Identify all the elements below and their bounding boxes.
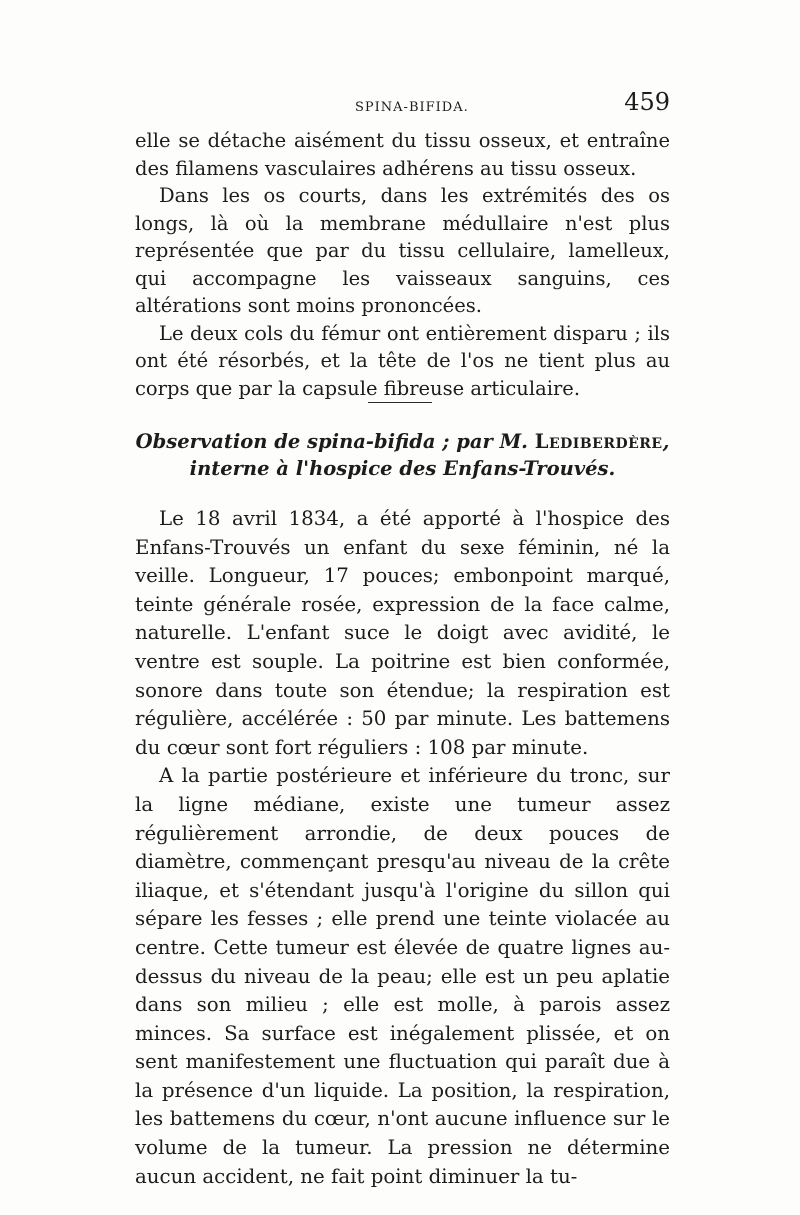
page-number: 459 [624, 88, 670, 116]
paragraph: Le deux cols du fémur ont entièrement disparu ; ils ont été résorbés, et la tête de l'os ne tient plus au corps que par la capsule fibreuse articulaire. [135, 321, 670, 400]
paragraph: Dans les os courts, dans les extrémités des os longs, là où la membrane médullaire n'est plus représentée que par du tissu cellulaire, lamelleux, qui accompagne les vaisseaux sanguins, ces altérations sont moins prononcées. [135, 184, 670, 317]
paragraph: Le 18 avril 1834, a été apporté à l'hospice des Enfans-Trouvés un enfant du sexe féminin, né la veille. Longueur, 17 pouces; embonpoint marqué, teinte générale rosée, expression de la face calme, naturelle. L'enfant suce le doigt avec avidité, le ventre est souple. La poitrine est bien conformée, sonore dans toute son étendue; la respiration est régulière, accélérée : 50 par minute. Les battemens du cœur sont fort réguliers : 108 par minute. [135, 507, 670, 759]
text-block-observation [135, 505, 670, 1191]
section-divider [368, 402, 432, 403]
observation-title-line2: interne à l'hospice des Enfans-Trouvés. [189, 457, 616, 480]
running-head [135, 88, 670, 122]
observation-title-line1: Observation de spina-bifida ; par M. Lediberdère, [135, 430, 670, 453]
author-name: Lediberdère [534, 430, 663, 453]
running-title: SPINA-BIFIDA. [355, 100, 469, 115]
observation-title-text: Observation de spina-bifida ; par M. [135, 430, 528, 453]
observation-title [135, 428, 670, 482]
paragraph: A la partie postérieure et inférieure du tronc, sur la ligne médiane, existe une tumeur assez régulièrement arrondie, de deux pouces de diamètre, commençant presqu'au niveau de la crête iliaque, et s'étendant jusqu'à l'origine du sillon qui sépare les fesses ; elle prend une teinte violacée au centre. Cette tumeur est élevée de quatre lignes au-dessus du niveau de la peau; elle est un peu aplatie dans son milieu ; elle est molle, à parois assez minces. Sa surface est inégalement plissée, et on sent manifestement une fluctuation qui paraît due à la présence d'un liquide. La position, la respiration, les battemens du cœur, n'ont aucune influence sur le volume de la tumeur. La pression ne détermine aucun accident, ne fait point diminuer la tu- [135, 764, 670, 1188]
paragraph: elle se détache aisément du tissu osseux, et entraîne des filamens vasculaires adhérens au tissu osseux. [135, 129, 670, 180]
text-block-continuation [135, 127, 670, 402]
